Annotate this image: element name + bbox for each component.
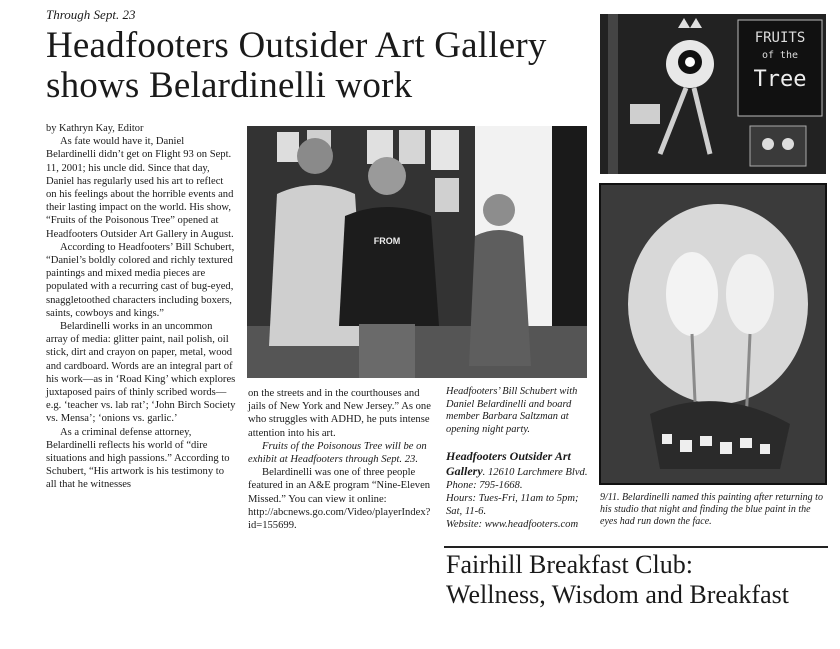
painting-sign-line1: FRUITS: [754, 30, 806, 46]
fruits-of-the-tree-painting: [600, 14, 826, 174]
byline: by Kathryn Kay, Editor: [46, 123, 144, 134]
paragraph: Belardinelli works in an uncommon array of media: glitter paint, nail polish, oil stick, dirt and crayon on paper, metal, wood and cardboard. Words are an integral part of his work—as in ‘Road King’ which explores juxtaposed pairs of thinly scribed words—e.g. ‘teacher vs. lab rat’; ‘John Birch Society vs. Mensa’; ‘onions vs. garlic.’: [46, 321, 236, 425]
gallery-name: Headfooters Outsider Art Gallery: [446, 449, 571, 478]
nine-eleven-painting: [600, 184, 826, 484]
article-column-1: [46, 122, 236, 492]
painting-caption: 9/11. Belardinelli named this painting after returning to his studio that night and finding the blue paint in the eyes had run down the face.: [600, 492, 823, 527]
section-divider: [444, 546, 828, 548]
shirt-text: FROM: [373, 236, 401, 246]
headline: Headfooters Outsider Art Gallery shows Belardinelli work: [46, 25, 547, 106]
next-article-subhead: Wellness, Wisdom and Breakfast: [446, 580, 789, 609]
gallery-info: [446, 450, 594, 492]
kicker: Through Sept. 23: [46, 7, 136, 22]
paragraph: According to Headfooters’ Bill Schubert, “Daniel’s boldly colored and richly textured paintings and mixed media pieces are populated with a recurring cast of bug-eyed, snaggletoothed characters including boxers, saints, cowboys and kings.”: [46, 241, 235, 319]
paragraph: on the streets and in the courthouses and jails of New York and New Jersey.” As one who struggles with ADHD, he puts intense attention into his art.: [248, 388, 431, 439]
paragraph: As a criminal defense attorney, Belardinelli reflects his world of “dire situations and high passions.” According to Schubert, “His artwork is his testimony to all that he witnesses: [46, 426, 230, 491]
gallery-website[interactable]: Website: www.headfooters.com: [446, 519, 579, 531]
paragraph: Fruits of the Poisonous Tree will be on exhibit at Headfooters through Sept. 23.: [248, 440, 427, 466]
gallery-hours: Hours: Tues-Fri, 11am to 5pm; Sat, 11-6.: [446, 492, 579, 518]
paragraph: As fate would have it, Daniel Belardinelli didn’t get on Flight 93 on Sept. 11, 2001; his uncle did. Since that day, Daniel has regularly used his art to reflect on his feelings about the horrible events and their lasting impact on the world. His show, “Fruits of the Poisonous Tree” opened at Headfooters Outsider Art Gallery in August.: [46, 136, 234, 240]
article-column-2: [248, 387, 438, 532]
next-article-headline: Fairhill Breakfast Club:: [446, 550, 693, 579]
gallery-group-photo: [247, 126, 587, 378]
photo-caption: Headfooters’ Bill Schubert with Daniel Belardinelli and board member Barbara Saltzman at opening night party.: [446, 386, 578, 435]
sidebar-column: [446, 386, 594, 532]
paragraph: Belardinelli was one of three people featured in an A&E program “Nine-Eleven Missed.” You can view it online: http://abcnews.go.com/Video/playerIndex?id=155699.: [248, 467, 431, 532]
gallery-address: . 12610 Larchmere Blvd. Phone: 795-1668.: [446, 466, 588, 491]
painting-sign-line3: Tree: [753, 67, 807, 92]
painting-sign-line2: of the: [761, 50, 799, 61]
